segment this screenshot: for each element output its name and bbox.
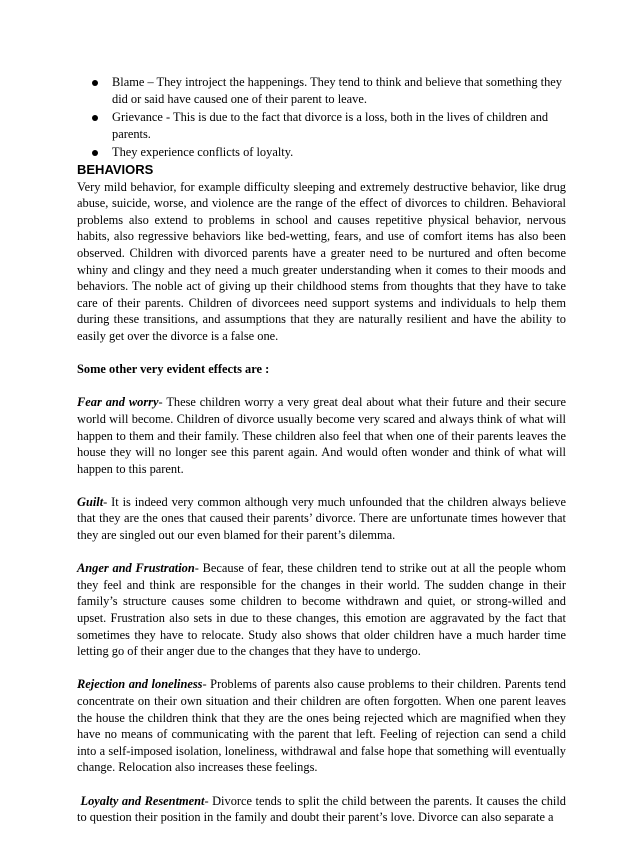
bullet-dot-icon	[92, 150, 98, 156]
bullet-dot-icon	[92, 115, 98, 121]
effects-heading: Some other very evident effects are :	[77, 362, 270, 377]
behaviors-paragraph: Very mild behavior, for example difficulty sleeping and extremely destructive behavior, like drug abuse, suicide, worse, and violence are the range of the effect of divorces to children. Behavioral problems also extend to problems in school and causes repetitive physical behavior, nervous habits, also regressive behaviors like bed-wetting, fears, and use of comfort items has also been observed. Children with divorced parents have a greater need to be nurtured and often become whiny and clingy and they need a much greater understanding when it comes to their moods and behaviors. The noble act of giving up their childhood stems from thoughts that they have to take care of their parents. Children of divorcees need support systems and individuals to help them during these transitions, and assumptions that they are naturally resilient and have the ability to easily get over the divorce is a false one.	[77, 179, 566, 343]
bullet-item	[92, 74, 564, 107]
effect-paragraph-anger	[77, 560, 566, 660]
behaviors-heading: BEHAVIORS	[77, 162, 154, 177]
effect-text: - Because of fear, these children tend to strike out at all the people whom they feel and think are responsible for the changes in their world. The sudden change in their family’s structure causes some children to become withdrawn and quiet, or strong-willed and upset. Frustration also sets in due to these changes, this emotion are aggravated by the fact that sometimes they have to relocate. Study also shows that older children have a much harder time letting go of their anger due to the changes that they have to undergo.	[77, 561, 566, 659]
bullet-item	[92, 144, 564, 161]
effect-paragraph-loyalty	[77, 793, 566, 826]
bullet-dot-icon	[92, 80, 98, 86]
effect-title: Fear and worry	[77, 395, 159, 410]
effect-paragraph-rejection	[77, 676, 566, 776]
bullet-item	[92, 109, 564, 142]
effect-title: Anger and Frustration	[77, 561, 195, 576]
effect-text: - Divorce tends to split the child between the parents. It causes the child to question their position in the family and doubt their parent’s love. Divorce can also separate a	[77, 793, 567, 825]
effect-title: Rejection and loneliness	[77, 677, 203, 692]
effect-text: - Problems of parents also cause problems to their children. Parents tend concentrate on their own situation and their children are often forgotten. When one parent leaves the house the children think that they are the ones being rejected which are magnified when they have no means of communicating with the parent that left. Feeling of rejection can send a child into a self-imposed isolation, loneliness, withdrawal and false hope that something will eventually change. Relocation also increases these feelings.	[77, 677, 566, 775]
effect-paragraph-guilt	[77, 494, 566, 544]
effect-title: Guilt	[77, 494, 104, 509]
body-content	[77, 162, 566, 842]
effect-paragraph-fear	[77, 394, 566, 477]
bullet-list	[92, 74, 564, 163]
effect-text: - These children worry a very great deal about what their future and their secure world will become. Children of divorce usually become very scared and always think of what will happen to them and their family. These children also feel that when one of their parents leaves the house they will no longer see this parent again. And would often wonder and think of what will happen to this parent.	[77, 395, 566, 476]
bullet-text: They experience conflicts of loyalty.	[112, 145, 294, 160]
effect-title: Loyalty and Resentment	[80, 793, 205, 808]
bullet-text: Blame – They introject the happenings. They tend to think and believe that something they did or said have caused one of their parent to leave.	[112, 75, 562, 106]
bullet-text: Grievance - This is due to the fact that divorce is a loss, both in the lives of children and parents.	[112, 110, 549, 141]
effect-text: - It is indeed very common although very much unfounded that the children always believe that they are the ones that caused their parents’ divorce. There are unfortunate times however that they are singled out our even blamed for their parent’s dilemma.	[77, 494, 566, 543]
